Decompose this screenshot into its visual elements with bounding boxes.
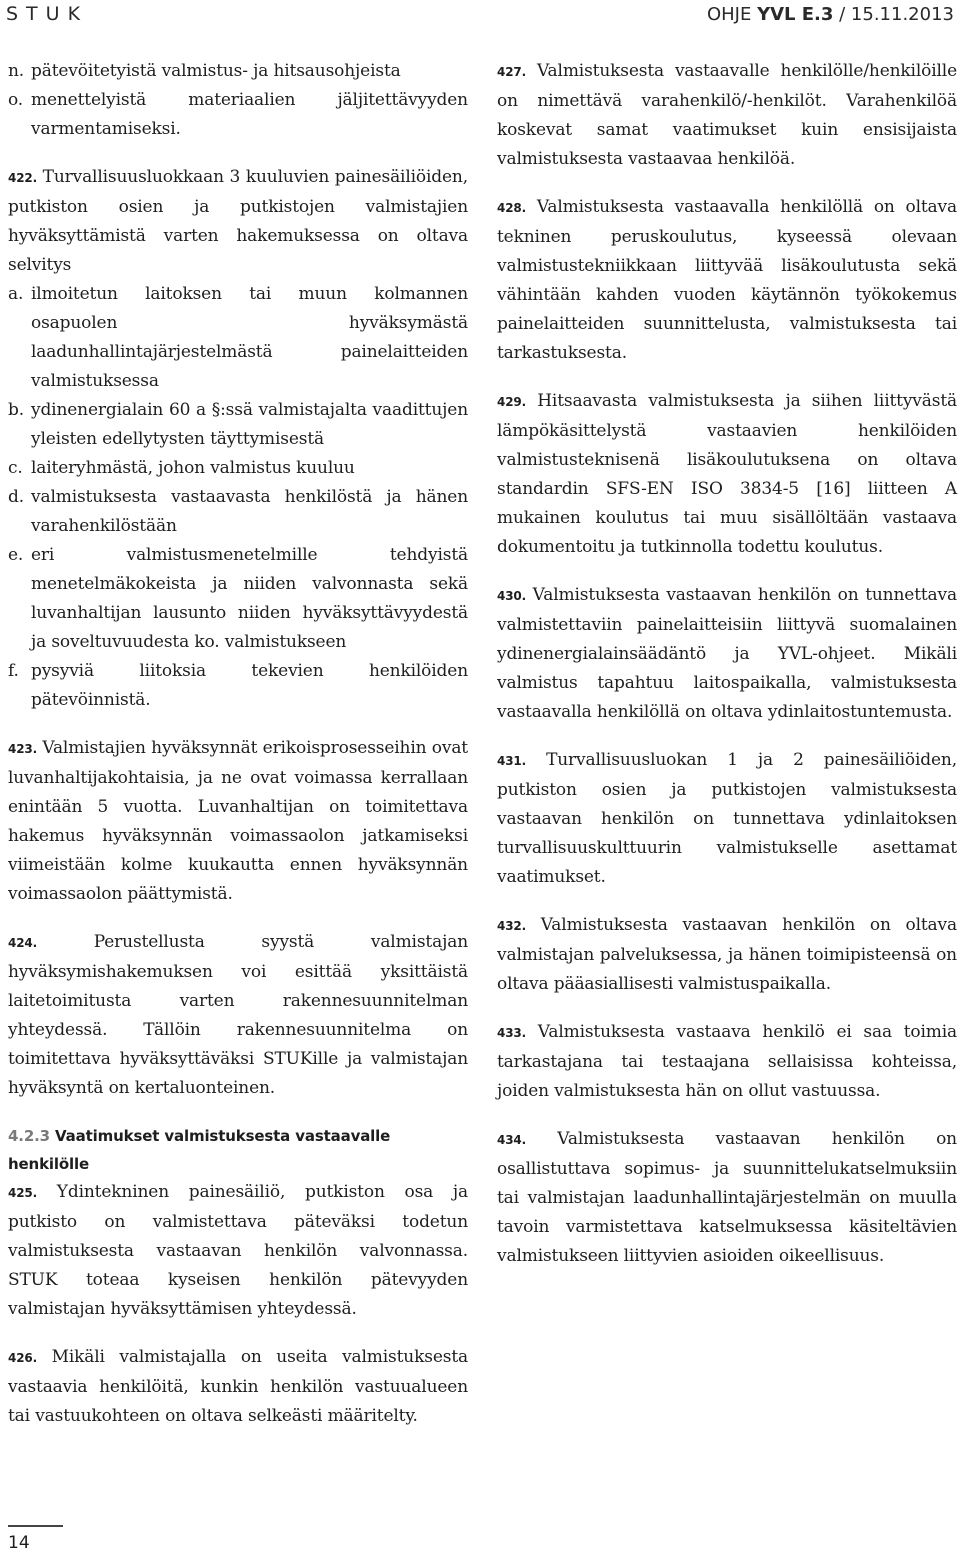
paragraph-number: 432. [497, 919, 527, 933]
list-item [8, 541, 468, 657]
list-marker: b. [8, 400, 24, 420]
paragraph-433 [497, 1018, 957, 1106]
paragraph-number: 430. [497, 589, 527, 603]
paragraph-number: 429. [497, 395, 527, 409]
right-column [497, 57, 957, 1290]
list-text: ydinenergialain 60 a §:ssä valmistajalta vaadittujen yleisten edellytysten täyttymisestä [31, 400, 468, 449]
paragraph-text: Valmistuksesta vastaavan henkilön on tunnettava valmistettaviin painelaitteisiin liittyvä suomalainen ydinenergialainsäädäntö ja YVL-ohjeet. Mikäli valmistus tapahtuu laitospaikalla, valmistuksesta vastaavalla henkilöllä on oltava ydinlaitostuntemusta. [497, 585, 957, 722]
list-marker: d. [8, 487, 24, 507]
list-marker: n. [8, 61, 25, 81]
paragraph-number: 427. [497, 65, 527, 79]
paragraph-text: Hitsaavasta valmistuksesta ja siihen liittyvästä lämpökäsittelystä vastaavien henkilöiden valmistusteknisenä lisäkoulutuksena on oltava standardin SFS-EN ISO 3834-5 [16] liitteen A mukainen koulutus tai muu sisällöltään vastaava dokumentoitu ja tutkinnolla todettu koulutus. [497, 391, 957, 557]
list-marker: o. [8, 90, 24, 110]
paragraph-text: Perustellusta syystä valmistajan hyväksymishakemuksen voi esittää yksittäistä laitetoimitusta varten rakennesuunnitelman yhteydessä. Tällöin rakennesuunnitelma on toimitettava hyväksyttäväksi STUKille ja valmistajan hyväksyntä on kertaluonteinen. [8, 932, 468, 1098]
list-marker: e. [8, 545, 24, 565]
header-org: STUK [6, 3, 89, 25]
paragraph-number: 424. [8, 936, 38, 950]
list-marker: c. [8, 458, 23, 478]
paragraph-number: 425. [8, 1186, 38, 1200]
paragraph-number: 431. [497, 754, 527, 768]
footer-rule [8, 1525, 63, 1527]
paragraph-text: Valmistuksesta vastaava henkilö ei saa toimia tarkastajana tai testaajana sellaisissa kohteissa, joiden valmistuksesta hän on ollut vastuussa. [497, 1022, 957, 1101]
list-marker: a. [8, 284, 24, 304]
paragraph-text: Valmistuksesta vastaavan henkilön on osallistuttava sopimus- ja suunnittelukatselmuksiin tai valmistajan laadunhallintajärjestelmän on muulla tavoin varmistettava katselmuksessa käsiteltävien valmistukseen liittyvien asioiden oikeellisuus. [497, 1129, 957, 1266]
list-item [8, 657, 468, 715]
paragraph-422 [8, 163, 468, 280]
guide-date: / 15.11.2013 [833, 4, 954, 25]
list-text: laiteryhmästä, johon valmistus kuuluu [31, 458, 355, 478]
guide-prefix: OHJE [706, 4, 758, 25]
paragraph-text: Ydintekninen painesäiliö, putkiston osa ja putkisto on valmistettava päteväksi todetun valmistuksesta vastaavan henkilön valvonnassa. STUK toteaa kyseisen henkilön pätevyyden valmistajan hyväksyttämisen yhteydessä. [8, 1182, 468, 1319]
list-item [8, 280, 468, 396]
paragraph-text: Mikäli valmistajalla on useita valmistuksesta vastaavia henkilöitä, kunkin henkilön vastuualueen tai vastuukohteen on oltava selkeästi määritelty. [8, 1347, 468, 1426]
header-guide [707, 4, 954, 25]
list-text: pysyviä liitoksia tekevien henkilöiden pätevöinnistä. [31, 661, 468, 710]
list-text: pätevöitetyistä valmistus- ja hitsausohjeista [31, 61, 401, 81]
paragraph-427 [497, 57, 957, 174]
paragraph-429 [497, 387, 957, 562]
paragraph-number: 433. [497, 1026, 527, 1040]
section-number: 4.2.3 [8, 1127, 50, 1145]
paragraph-432 [497, 911, 957, 999]
paragraph-text: Valmistuksesta vastaavalle henkilölle/henkilöille on nimettävä varahenkilö/-henkilöt. Varahenkilöä koskevat samat vaatimukset kuin ensisijaista valmistuksesta vastaavaa henkilöä. [497, 61, 957, 169]
paragraph-424 [8, 928, 468, 1103]
list-text: valmistuksesta vastaavasta henkilöstä ja hänen varahenkilöstään [31, 487, 468, 536]
paragraph-text: Valmistajien hyväksynnät erikoisprosesseihin ovat luvanhaltijakohtaisia, ja ne ovat voimassa kerrallaan enintään 5 vuotta. Luvanhaltijan on toimitettava hakemus hyväksynnän voimassaolon jatkamiseksi viimeistään kolme kuukautta ennen hyväksynnän voimassaolon päättymistä. [8, 738, 468, 904]
section-heading [8, 1122, 468, 1178]
list-marker: f. [8, 661, 19, 681]
paragraph-text: Valmistuksesta vastaavalla henkilöllä on oltava tekninen peruskoulutus, kyseessä olevaan valmistustekniikkaan liittyvää lisäkoulutusta sekä vähintään kahden vuoden käytännön työkokemus painelaitteiden suunnittelusta, valmistuksesta tai tarkastuksesta. [497, 197, 957, 363]
paragraph-425 [8, 1178, 468, 1324]
list-text: ilmoitetun laitoksen tai muun kolmannen osapuolen hyväksymästä laadunhallintajärjestelmästä painelaitteiden valmistuksessa [31, 284, 468, 391]
section-title: Vaatimukset valmistuksesta vastaavalle henkilölle [8, 1127, 391, 1173]
paragraph-428 [497, 193, 957, 368]
list-item [8, 454, 468, 483]
paragraph-423 [8, 734, 468, 909]
list-item [8, 396, 468, 454]
paragraph-text: Turvallisuusluokkaan 3 kuuluvien painesäiliöiden, putkiston osien ja putkistojen valmistajien hyväksyttämistä varten hakemuksessa on oltava selvitys [8, 167, 468, 275]
list-item [8, 86, 468, 144]
list-n-o [8, 57, 468, 144]
list-422 [8, 280, 468, 715]
guide-code: YVL E.3 [757, 4, 834, 25]
paragraph-426 [8, 1343, 468, 1431]
paragraph-text: Turvallisuusluokan 1 ja 2 painesäiliöiden, putkiston osien ja putkistojen valmistuksesta vastaavan henkilön on tunnettava ydinlaitoksen turvallisuuskulttuurin valmistukselle asettamat vaatimukset. [497, 750, 957, 887]
list-text: menettelyistä materiaalien jäljitettävyyden varmentamiseksi. [31, 90, 468, 139]
list-item [8, 483, 468, 541]
paragraph-number: 423. [8, 742, 38, 756]
page-number: 14 [8, 1533, 30, 1553]
paragraph-number: 426. [8, 1351, 38, 1365]
paragraph-430 [497, 581, 957, 727]
paragraph-number: 428. [497, 201, 527, 215]
paragraph-431 [497, 746, 957, 892]
paragraph-434 [497, 1125, 957, 1271]
left-column [8, 57, 468, 1450]
list-text: eri valmistusmenetelmille tehdyistä menetelmäkokeista ja niiden valvonnasta sekä luvanhaltijan lausunto niiden hyväksyttävyydestä ja soveltuvuudesta ko. valmistukseen [31, 545, 468, 652]
list-item [8, 57, 468, 86]
paragraph-text: Valmistuksesta vastaavan henkilön on oltava valmistajan palveluksessa, ja hänen toimipisteensä on oltava pääasiallisesti valmistuspaikalla. [497, 915, 957, 994]
paragraph-number: 422. [8, 171, 38, 185]
paragraph-number: 434. [497, 1133, 527, 1147]
